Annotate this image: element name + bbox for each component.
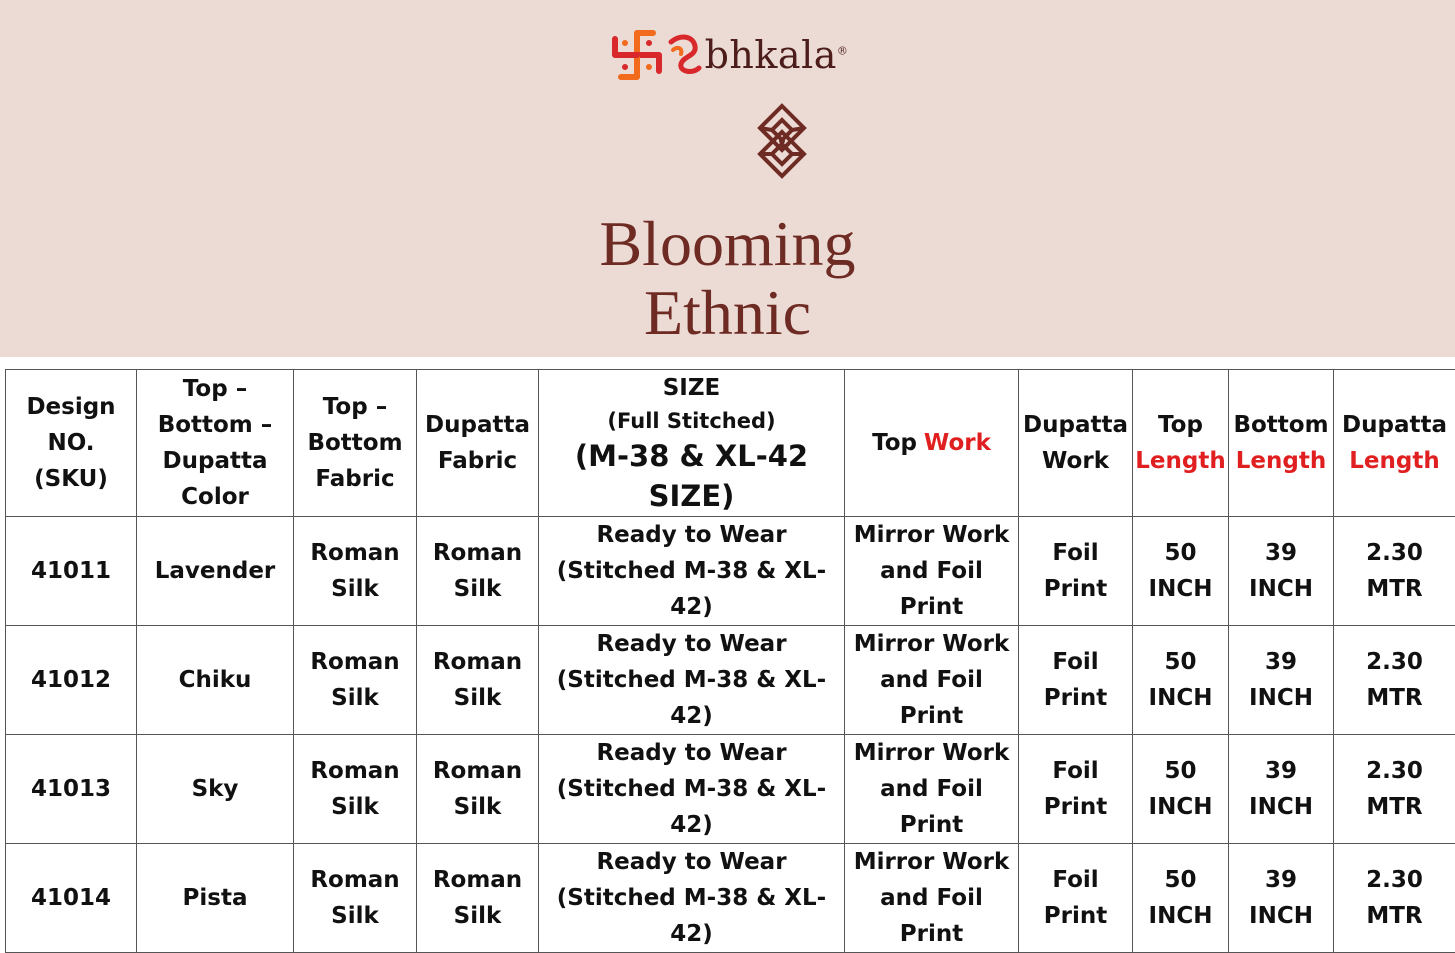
dupatta-work-cell: Foil Print (1019, 844, 1133, 953)
table-row (6, 735, 1455, 844)
fabric-cell: Roman Silk (294, 626, 417, 735)
top-length-cell: 50 INCH (1133, 735, 1229, 844)
dupatta-length-cell: 2.30 MTR (1334, 517, 1455, 626)
top-work-cell: Mirror Work and Foil Print (845, 626, 1019, 735)
table-row (6, 517, 1455, 626)
color-cell: Chiku (137, 626, 294, 735)
sku-cell: 41011 (6, 517, 137, 626)
catalog-title-line2: Ethnic (0, 281, 1455, 345)
top-work-cell: Mirror Work and Foil Print (845, 735, 1019, 844)
bottom-length-cell: 39 INCH (1229, 517, 1334, 626)
product-spec-table (5, 369, 1455, 953)
dupatta-fabric-cell: Roman Silk (417, 626, 539, 735)
header-banner (0, 0, 1455, 357)
color-cell: Pista (137, 844, 294, 953)
top-length-cell: 50 INCH (1133, 844, 1229, 953)
size-cell: Ready to Wear (Stitched M-38 & XL-42) (539, 735, 845, 844)
dupatta-fabric-cell: Roman Silk (417, 517, 539, 626)
fabric-cell: Roman Silk (294, 517, 417, 626)
header-bottom-length: Bottom Length (1229, 370, 1334, 517)
catalog-title-line1: Blooming (0, 212, 1455, 276)
shubh-glyph-icon (667, 32, 703, 78)
brand-logo (607, 25, 849, 85)
header-dupatta-fabric: Dupatta Fabric (417, 370, 539, 517)
bottom-length-cell: 39 INCH (1229, 844, 1334, 953)
table-row (6, 626, 1455, 735)
header-color: Top – Bottom – Dupatta Color (137, 370, 294, 517)
knot-ornament-icon (752, 102, 812, 180)
fabric-cell: Roman Silk (294, 735, 417, 844)
top-work-cell: Mirror Work and Foil Print (845, 517, 1019, 626)
sku-cell: 41012 (6, 626, 137, 735)
header-top-bottom-fabric: Top – Bottom Fabric (294, 370, 417, 517)
dupatta-fabric-cell: Roman Silk (417, 844, 539, 953)
header-dupatta-work: Dupatta Work (1019, 370, 1133, 517)
bottom-length-cell: 39 INCH (1229, 735, 1334, 844)
brand-logo-row (0, 20, 1455, 90)
bottom-length-cell: 39 INCH (1229, 626, 1334, 735)
sku-cell: 41014 (6, 844, 137, 953)
brand-name: bhkala® (705, 33, 849, 77)
sku-cell: 41013 (6, 735, 137, 844)
dupatta-length-cell: 2.30 MTR (1334, 735, 1455, 844)
header-top-length: Top Length (1133, 370, 1229, 517)
color-cell: Sky (137, 735, 294, 844)
swastik-logo-icon (607, 25, 667, 85)
dupatta-work-cell: Foil Print (1019, 626, 1133, 735)
size-cell: Ready to Wear (Stitched M-38 & XL-42) (539, 517, 845, 626)
fabric-cell: Roman Silk (294, 844, 417, 953)
size-cell: Ready to Wear (Stitched M-38 & XL-42) (539, 844, 845, 953)
table-row (6, 844, 1455, 953)
color-cell: Lavender (137, 517, 294, 626)
dupatta-fabric-cell: Roman Silk (417, 735, 539, 844)
dupatta-length-cell: 2.30 MTR (1334, 844, 1455, 953)
dupatta-work-cell: Foil Print (1019, 735, 1133, 844)
size-cell: Ready to Wear (Stitched M-38 & XL-42) (539, 626, 845, 735)
header-dupatta-length: Dupatta Length (1334, 370, 1455, 517)
dupatta-work-cell: Foil Print (1019, 517, 1133, 626)
header-top-work: Top Work (845, 370, 1019, 517)
dupatta-length-cell: 2.30 MTR (1334, 626, 1455, 735)
top-work-cell: Mirror Work and Foil Print (845, 844, 1019, 953)
table-header-row (6, 370, 1455, 517)
header-design-no: Design NO. (SKU) (6, 370, 137, 517)
top-length-cell: 50 INCH (1133, 626, 1229, 735)
top-length-cell: 50 INCH (1133, 517, 1229, 626)
header-size: SIZE (Full Stitched) (M-38 & XL-42 SIZE) (539, 370, 845, 517)
